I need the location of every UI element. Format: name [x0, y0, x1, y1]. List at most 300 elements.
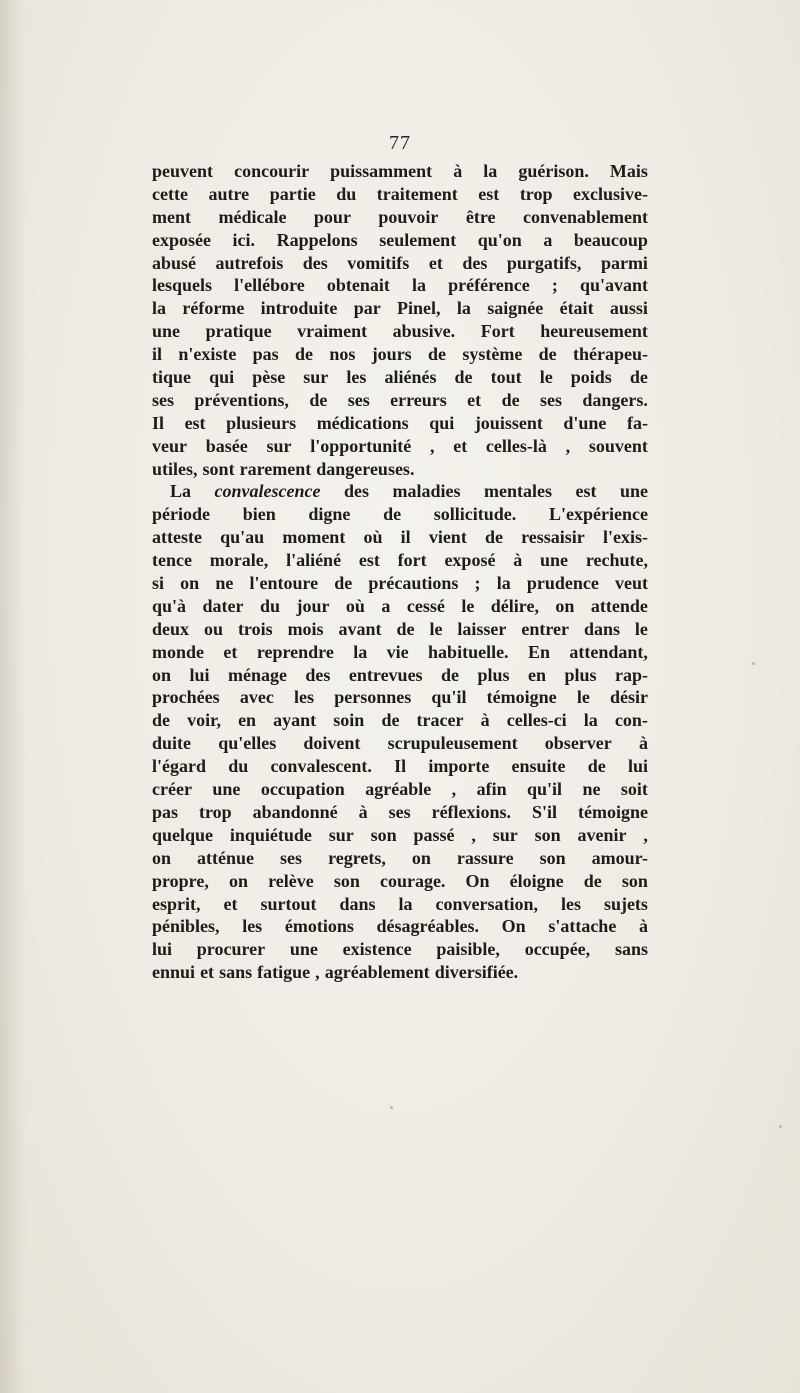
text-line [152, 893, 648, 916]
body-text [152, 160, 648, 984]
word: habituelle. [428, 641, 509, 662]
word: créer [152, 779, 192, 800]
word: on [228, 870, 248, 891]
word: occupée, [524, 939, 591, 960]
word: , [565, 435, 571, 456]
word: con- [614, 710, 648, 731]
word: celles-ci [506, 710, 567, 731]
word: trop [519, 183, 553, 204]
word: celles-là [485, 435, 547, 456]
word: duite [152, 733, 192, 754]
word: de [383, 504, 402, 525]
word: avant [338, 618, 382, 639]
word: émotions [284, 916, 354, 937]
word: précautions [368, 573, 459, 594]
word: préférence [448, 275, 530, 296]
word: moment [282, 527, 346, 548]
word: on [152, 847, 172, 868]
word: l'entoure [249, 573, 319, 594]
word: ne [582, 779, 601, 800]
word: être [465, 206, 496, 227]
word: La [170, 481, 192, 502]
word: dangereuses. [316, 458, 415, 479]
word: attende [590, 595, 648, 616]
word: a [543, 229, 553, 250]
word: voir, [187, 710, 221, 731]
word: On [465, 870, 490, 891]
word: agréablement [324, 962, 430, 983]
text-line [152, 229, 648, 252]
text-line [152, 572, 648, 595]
italic-term: convalescence [214, 481, 321, 502]
text-line [152, 526, 648, 549]
text-line [152, 274, 648, 297]
word: fatigue [257, 962, 311, 983]
word: sujets [603, 893, 648, 914]
word: son [534, 824, 561, 845]
word: dangers. [582, 389, 648, 410]
word: vient [428, 527, 467, 548]
text-line [152, 915, 648, 938]
word: monde [152, 641, 205, 662]
text-line [152, 618, 648, 641]
word: digne [308, 504, 351, 525]
word: vomitifs [347, 252, 410, 273]
word: qui [429, 412, 455, 433]
word: réforme [182, 298, 245, 319]
word: ses [152, 389, 174, 410]
word: fort [397, 550, 427, 571]
word: a [381, 595, 391, 616]
text-line [152, 480, 648, 503]
text-line [152, 778, 648, 801]
word: de [295, 344, 314, 365]
word: ; [474, 573, 481, 594]
word: son [539, 847, 566, 868]
text-line [152, 709, 648, 732]
word: est [478, 183, 500, 204]
word: introduite [260, 298, 338, 319]
word: d'une [563, 412, 607, 433]
word: , [451, 779, 457, 800]
word: prochées [152, 687, 220, 708]
word: poids [570, 367, 612, 388]
word: plusieurs [226, 412, 297, 433]
paper-speck [779, 1125, 782, 1128]
word: maladies [392, 481, 461, 502]
word: l'aliéné [286, 550, 342, 571]
paper-speck [752, 662, 755, 665]
word: lesquels [152, 275, 213, 296]
binding-shadow [0, 0, 26, 1393]
word: à [638, 733, 648, 754]
paper-speck [390, 1106, 393, 1109]
word: sollicitude. [433, 504, 517, 525]
word: témoigne [486, 687, 557, 708]
word: lui [152, 939, 173, 960]
word: afin [476, 779, 507, 800]
word: pouvoir [378, 206, 439, 227]
word: ressaisir [521, 527, 585, 548]
word: veut [614, 573, 648, 594]
word: mentales [484, 481, 552, 502]
word: beaucoup [573, 229, 648, 250]
word: était [559, 298, 594, 319]
word: purgatifs, [506, 252, 582, 273]
word: pratique [205, 321, 272, 342]
word: courage. [379, 870, 446, 891]
word: la [152, 298, 167, 319]
text-line [152, 412, 648, 435]
word: prudence [526, 573, 599, 594]
word: médications [316, 412, 409, 433]
word: ; [551, 275, 558, 296]
text-line [152, 160, 648, 183]
word: jouissent [474, 412, 543, 433]
word: une [619, 481, 648, 502]
word: et [223, 641, 238, 662]
word: de [441, 664, 460, 685]
word: atteste [152, 527, 202, 548]
word: tence [152, 550, 192, 571]
word: parmi [600, 252, 648, 273]
word: sans [614, 939, 648, 960]
word: il [152, 344, 163, 365]
word: délire, [490, 595, 539, 616]
text-line [152, 595, 648, 618]
word: propre, [152, 870, 209, 891]
word: de [396, 618, 415, 639]
word: erreurs [390, 389, 447, 410]
word: surtout [260, 893, 317, 914]
word: autre [208, 183, 250, 204]
text-line [152, 801, 648, 824]
word: dans [583, 618, 620, 639]
word: pèse [252, 367, 286, 388]
word: trop [198, 801, 232, 822]
text-line [152, 938, 648, 961]
word: réflexions. [431, 801, 512, 822]
word: seulement [379, 229, 457, 250]
word: aliénés [384, 367, 437, 388]
word: le [576, 687, 590, 708]
word: on [411, 847, 431, 868]
word: si [152, 573, 165, 594]
word: , [471, 824, 476, 845]
word: , [315, 962, 320, 983]
word: on [152, 664, 172, 685]
text-line [152, 847, 648, 870]
word: convalescent. [270, 756, 372, 777]
word: autrefois [215, 252, 284, 273]
word: existence [342, 939, 412, 960]
word: On [501, 916, 526, 937]
word: amour- [591, 847, 648, 868]
word: obtenait [326, 275, 390, 296]
word: système [462, 344, 523, 365]
text-line [152, 755, 648, 778]
word: nos [329, 344, 356, 365]
word: désagréables. [376, 916, 479, 937]
word: ménage [227, 664, 287, 685]
word: qu'il [431, 687, 467, 708]
word: Il [394, 756, 407, 777]
word: traitement [376, 183, 458, 204]
word: S'il [532, 801, 558, 822]
word: inquiétude [229, 824, 312, 845]
word: exposé [444, 550, 496, 571]
text-line [152, 297, 648, 320]
word: aussi [609, 298, 648, 319]
word: Fort [480, 321, 515, 342]
text-line [152, 664, 648, 687]
word: importe [428, 756, 490, 777]
word: pour [313, 206, 351, 227]
word: ensuite [511, 756, 566, 777]
text-line [152, 366, 648, 389]
word: de [381, 710, 400, 731]
word: dans [339, 893, 376, 914]
word: observer [544, 733, 612, 754]
word: soin [333, 710, 365, 731]
word: qu'avant [579, 275, 648, 296]
word: des [462, 252, 488, 273]
word: concourir [234, 161, 310, 181]
word: avec [239, 687, 274, 708]
word: abusé [152, 252, 197, 273]
word: de [334, 573, 353, 594]
word: qu'on [477, 229, 522, 250]
word: entrer [521, 618, 569, 639]
text-line [152, 870, 648, 893]
word: s'attache [548, 916, 617, 937]
word: mois [287, 618, 324, 639]
word: Il [152, 412, 165, 433]
word: personnes [334, 687, 412, 708]
word: les [294, 687, 315, 708]
word: diversifiée. [434, 962, 519, 983]
word: est [358, 550, 380, 571]
word: de [454, 367, 473, 388]
text-line [152, 458, 648, 481]
word: l'exis- [602, 527, 648, 548]
word: passé [413, 824, 455, 845]
word: désir [610, 687, 648, 708]
text-line [152, 961, 648, 984]
word: vraiment [297, 321, 368, 342]
word: préventions, [194, 389, 289, 410]
word: à [480, 710, 490, 731]
word: et [428, 252, 443, 273]
word: lui [627, 756, 648, 777]
word: ses [280, 847, 303, 868]
text-line [152, 641, 648, 664]
word: son [621, 870, 648, 891]
word: les [560, 893, 581, 914]
word: de [152, 710, 170, 731]
word: de [309, 389, 328, 410]
word: entrevues [348, 664, 423, 685]
word: ses [347, 389, 370, 410]
word: qui [209, 367, 235, 388]
word: de [583, 870, 602, 891]
word: cette [152, 183, 188, 204]
word: les [346, 367, 367, 388]
text-line [152, 389, 648, 412]
word: partie [269, 183, 316, 204]
word: pas [152, 801, 179, 822]
word: laisser [457, 618, 507, 639]
word: convenablement [523, 206, 648, 227]
word: on [180, 573, 200, 594]
word: , [643, 824, 648, 845]
word: rassure [456, 847, 514, 868]
word: bien [242, 504, 276, 525]
word: vie [386, 641, 409, 662]
word: le [634, 618, 648, 639]
text-line [152, 686, 648, 709]
word: tout [490, 367, 522, 388]
word: la [353, 641, 368, 662]
word: et [453, 435, 468, 456]
word: saignée [487, 298, 544, 319]
word: dater [202, 595, 244, 616]
word: rap- [614, 664, 648, 685]
text-line [152, 435, 648, 458]
word: , [429, 435, 435, 456]
word: pénibles, [152, 916, 220, 937]
word: esprit, [152, 893, 201, 914]
word: exclusive- [573, 183, 648, 204]
word: une [212, 779, 241, 800]
word: de [538, 344, 557, 365]
word: témoigne [578, 801, 648, 822]
word: il [400, 527, 411, 548]
word: regrets, [328, 847, 386, 868]
word: jour [296, 595, 330, 616]
word: pas [252, 344, 279, 365]
word: reprendre [256, 641, 334, 662]
word: où [363, 527, 383, 548]
word: conversation, [435, 893, 538, 914]
word: qu'à [152, 595, 187, 616]
word: veur [152, 435, 187, 456]
word: ennui [152, 962, 196, 983]
word: de [484, 527, 503, 548]
word: ou [203, 618, 223, 639]
word: sur [303, 367, 329, 388]
word: scrupuleusement [387, 733, 518, 754]
word: fa- [626, 412, 648, 433]
word: jours [371, 344, 412, 365]
word: éloigne [509, 870, 564, 891]
word: de [629, 367, 648, 388]
word: rarement [239, 458, 312, 479]
word: la [456, 298, 471, 319]
word: des [343, 481, 369, 502]
word: à [453, 161, 463, 181]
word: le [429, 618, 443, 639]
word: puissamment [330, 161, 433, 181]
word: soit [620, 779, 648, 800]
text-line [152, 549, 648, 572]
word: ne [215, 573, 234, 594]
word: relève [268, 870, 314, 891]
word: deux [152, 618, 190, 639]
word: morale, [209, 550, 269, 571]
word: et [467, 389, 482, 410]
word: Rappelons [276, 229, 358, 250]
word: en [528, 664, 546, 685]
word: et [223, 893, 238, 914]
word: quelque [152, 824, 214, 845]
word: sur [492, 824, 518, 845]
word: attendant, [569, 641, 648, 662]
word: à [513, 550, 523, 571]
word: plus [477, 664, 510, 685]
word: trois [237, 618, 273, 639]
word: souvent [588, 435, 648, 456]
word: une [540, 550, 569, 571]
word: une [289, 939, 318, 960]
word: les [242, 916, 263, 937]
word: on [555, 595, 575, 616]
word: la [412, 275, 427, 296]
text-line [152, 732, 648, 755]
text-line [152, 503, 648, 526]
word: peuvent [152, 161, 214, 181]
word: est [575, 481, 597, 502]
word: lui [189, 664, 210, 685]
text-line [152, 252, 648, 275]
word: abandonné [252, 801, 338, 822]
text-line [152, 183, 648, 206]
word: ici. [232, 229, 256, 250]
word: du [336, 183, 357, 204]
word: son [333, 870, 360, 891]
text-line [152, 320, 648, 343]
word: sont [202, 458, 235, 479]
word: la [496, 573, 511, 594]
word: Pinel, [397, 298, 441, 319]
word: de [501, 389, 520, 410]
word: atténue [197, 847, 255, 868]
word: guérison. [518, 161, 589, 181]
word: à [358, 801, 368, 822]
word: l'opportunité [310, 435, 412, 456]
word: médicale [218, 206, 287, 227]
word: plus [564, 664, 597, 685]
word: n'existe [178, 344, 237, 365]
word: le [461, 595, 475, 616]
word: heureusement [540, 321, 648, 342]
word: de [587, 756, 606, 777]
word: des [302, 252, 328, 273]
word: occupation [260, 779, 345, 800]
word: utiles, [152, 458, 198, 479]
word: sans [219, 962, 253, 983]
word: qu'elles [218, 733, 277, 754]
word: la [398, 893, 413, 914]
word: rechute, [585, 550, 648, 571]
word: tique [152, 367, 192, 388]
word: la [483, 161, 498, 181]
word: ses [388, 801, 411, 822]
word: l'égard [152, 756, 206, 777]
word: Mais [609, 161, 648, 181]
text-line [152, 206, 648, 229]
word: abusive. [392, 321, 456, 342]
